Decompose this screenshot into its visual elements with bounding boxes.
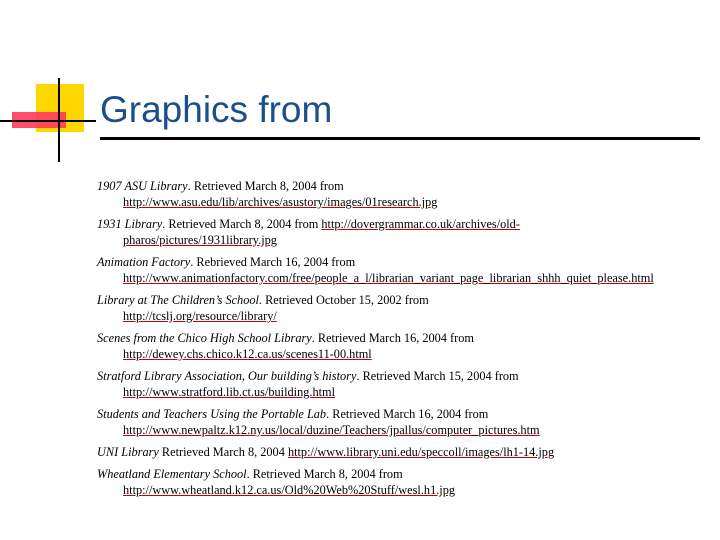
reference-retrieved: Retrieved March 8, 2004 from <box>193 179 344 193</box>
reference-item: Students and Teachers Using the Portable Lab. Retrieved March 16, 2004 from http://www.newpaltz.k12.ny.us/local/duzine/Teachers/jpallus/computer_pictures.htm <box>97 406 653 438</box>
reference-source: Stratford Library Association, Our building’s history <box>97 369 357 383</box>
reference-item: 1931 Library. Retrieved March 8, 2004 from http://dovergrammar.co.uk/archives/old-pharos/pictures/1931library.jpg <box>97 217 520 247</box>
reference-retrieved: Retrieved March 16, 2004 from <box>332 407 489 421</box>
reference-retrieved: Retrieved March 8, 2004 from <box>252 467 403 481</box>
reference-list <box>97 178 653 504</box>
reference-retrieved: Retrieved March 15, 2004 from <box>362 369 519 383</box>
reference-item: Wheatland Elementary School. Retrieved March 8, 2004 from http://www.wheatland.k12.ca.us/Old%20Web%20Stuff/wesl.h1.jpg <box>97 466 653 498</box>
reference-link[interactable]: http://dovergrammar.co.uk/archives/old-pharos/pictures/1931library.jpg <box>123 217 520 247</box>
reference-link[interactable]: http://www.asu.edu/lib/archives/asustory/images/01research.jpg <box>123 195 438 209</box>
reference-link[interactable]: http://www.wheatland.k12.ca.us/Old%20Web%20Stuff/wesl.h1.jpg <box>123 483 456 497</box>
reference-retrieved: Rebrieved March 16, 2004 from <box>196 255 356 269</box>
reference-item: Library at The Children’s School. Retrieved October 15, 2002 from http://tcslj.org/resource/library/ <box>97 292 653 324</box>
reference-source: 1907 ASU Library <box>97 179 188 193</box>
reference-source: Library at The Children’s School <box>97 293 259 307</box>
reference-source: 1931 Library <box>97 217 163 231</box>
reference-source: Wheatland Elementary School <box>97 467 247 481</box>
decor-horizontal-line <box>0 120 96 122</box>
reference-source: Scenes from the Chico High School Library <box>97 331 312 345</box>
reference-retrieved: Retrieved March 8, 2004 from <box>168 217 319 231</box>
reference-item: Animation Factory. Rebrieved March 16, 2004 from http://www.animationfactory.com/free/people_a_l/librarian_variant_page_librarian_shhh_quiet_please.html <box>97 255 654 285</box>
reference-item: Stratford Library Association, Our building’s history. Retrieved March 15, 2004 from http://www.stratford.lib.ct.us/building.html <box>97 368 653 400</box>
reference-link[interactable]: http://www.library.uni.edu/speccoll/images/lh1-14.jpg <box>287 445 555 459</box>
reference-retrieved: Retrieved March 16, 2004 from <box>317 331 474 345</box>
reference-retrieved: Retrieved March 8, 2004 <box>161 445 285 459</box>
reference-retrieved: Retrieved October 15, 2002 from <box>265 293 429 307</box>
reference-source: Students and Teachers Using the Portable Lab <box>97 407 327 421</box>
reference-link[interactable]: http://www.stratford.lib.ct.us/building.html <box>123 385 335 399</box>
reference-link[interactable]: http://www.animationfactory.com/free/people_a_l/librarian_variant_page_librarian_shhh_quiet_please.html <box>123 271 654 285</box>
slide-title: Graphics from <box>100 89 333 130</box>
reference-link[interactable]: http://www.newpaltz.k12.ny.us/local/duzine/Teachers/jpallus/computer_pictures.htm <box>123 423 540 437</box>
reference-source: UNI Library <box>97 445 159 459</box>
reference-source: Animation Factory <box>97 255 191 269</box>
reference-item: Scenes from the Chico High School Library. Retrieved March 16, 2004 from http://dewey.chs.chico.k12.ca.us/scenes11-00.html <box>97 330 653 362</box>
reference-link[interactable]: http://dewey.chs.chico.k12.ca.us/scenes11-00.html <box>123 347 372 361</box>
reference-item: 1907 ASU Library. Retrieved March 8, 2004 from http://www.asu.edu/lib/archives/asustory/images/01research.jpg <box>97 178 653 210</box>
reference-item <box>97 444 653 460</box>
title-divider <box>100 137 700 140</box>
reference-link[interactable]: http://tcslj.org/resource/library/ <box>123 309 277 323</box>
